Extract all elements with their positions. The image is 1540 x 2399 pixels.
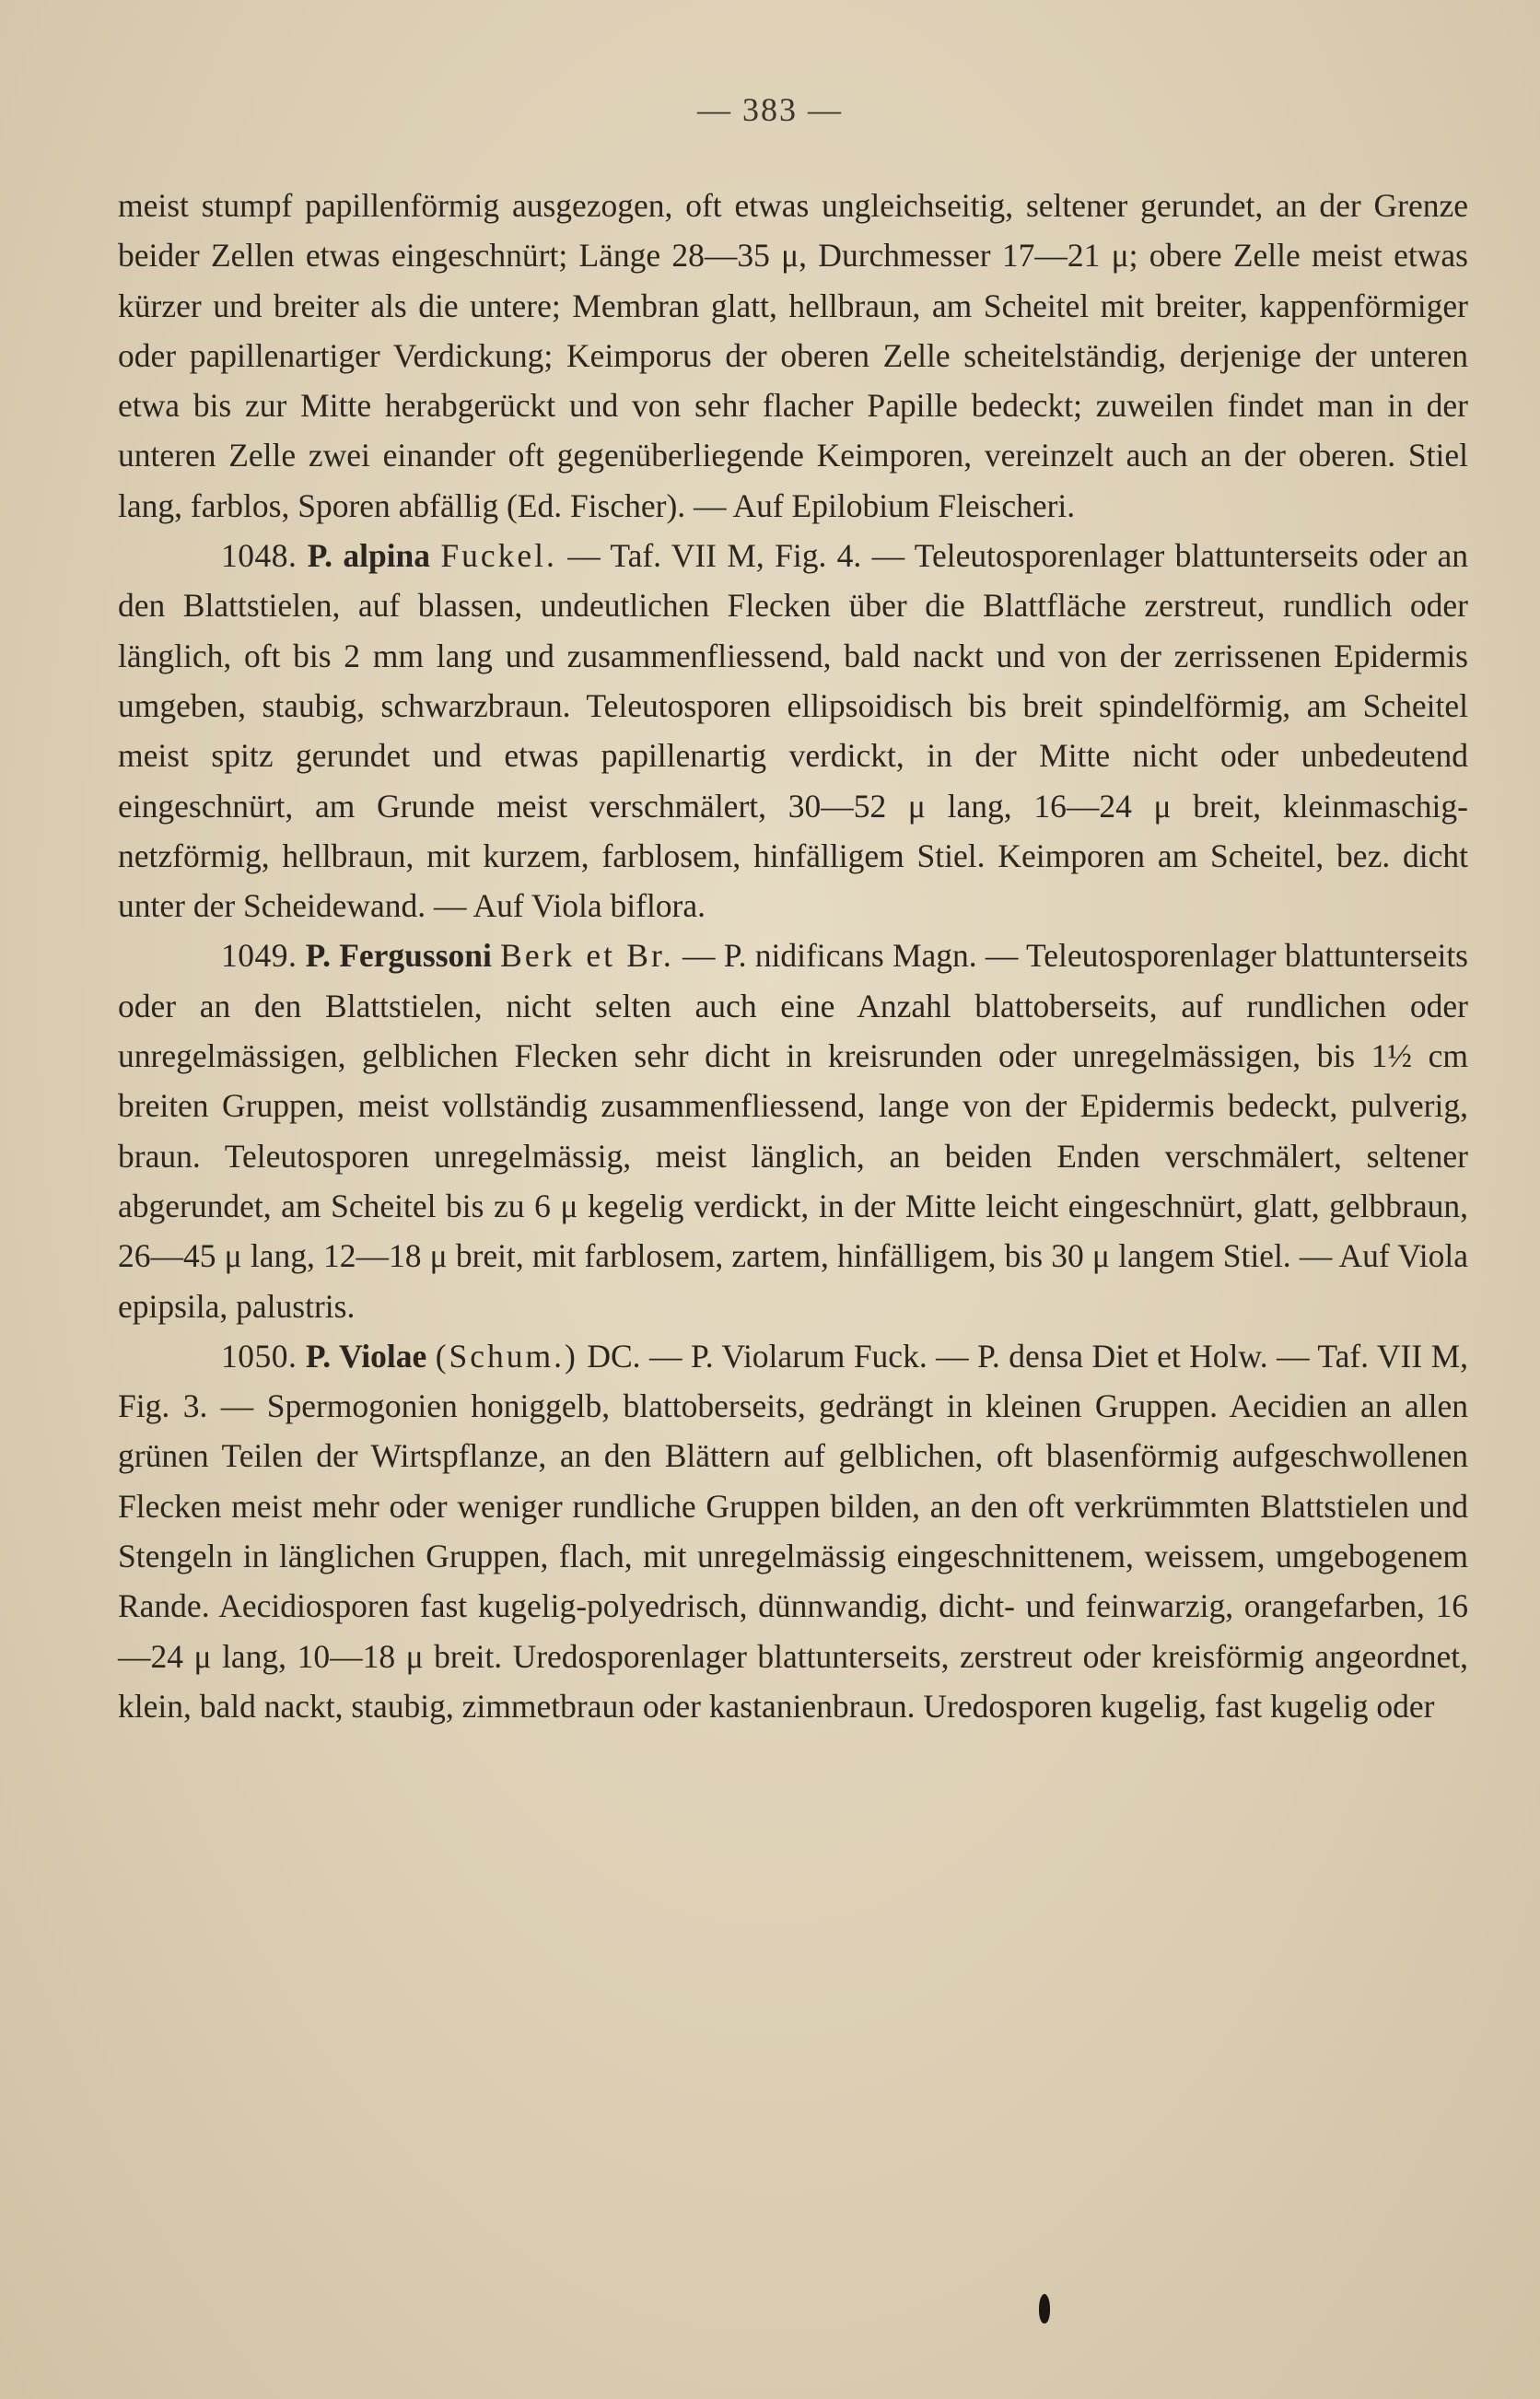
ink-mark (1039, 2294, 1050, 2323)
species-name: P. alpina (307, 537, 431, 575)
species-name: P. Violae (305, 1337, 427, 1375)
paragraph-text: — Taf. VII M, Fig. 4. — Teleutosporenlager blattunterseits oder an den Blattstielen, auf blassen, undeutlichen Flecken über die Blattfläche zerstreut, rundlich oder länglich, oft bis 2 mm lang und zusammenfliessend, bald nackt und von der zerrissenen Epidermis umgeben, staubig, schwarzbraun. Teleutosporen ellipsoidisch bis breit spindelförmig, am Scheitel meist spitz gerundet und etwas papillenartig verdickt, in der Mitte nicht oder unbedeutend eingeschnürt, am Grunde meist verschmälert, 30—52 μ lang, 16—24 μ breit, kleinmaschig-netzförmig, hellbraun, mit kurzem, farblosem, hinfälligem Stiel. Keimporen am Scheitel, bez. dicht unter der Scheidewand. — Auf Viola biflora. (118, 537, 1469, 925)
page-body (118, 181, 1468, 1731)
entry-number: 1049. (221, 937, 298, 975)
species-author: (Schum.) (435, 1337, 578, 1375)
page-number: — 383 — (697, 91, 843, 128)
species-name: P. Fergussoni (305, 937, 492, 975)
paragraph-text: DC. — P. Violarum Fuck. — P. densa Diet et Holw. — Taf. VII M, Fig. 3. — Spermogonien honiggelb, blattoberseits, gedrängt in kleinen Gruppen. Aecidien an allen grünen Teilen der Wirtspflanze, an den Blättern auf gelblichen, oft blasenförmig aufgeschwollenen Flecken meist mehr oder weniger rundliche Gruppen bilden, an den oft verkrümmten Blattstielen und Stengeln in länglichen Gruppen, flach, mit unregelmässig eingeschnittenem, weissem, umgebogenem Rande. Aecidiosporen fast kugelig-polyedrisch, dünnwandig, dicht- und feinwarzig, orangefarben, 16—24 μ lang, 10—18 μ breit. Uredosporenlager blattunterseits, zerstreut oder kreisförmig angeordnet, klein, bald nackt, staubig, zimmetbraun oder kastanienbraun. Uredosporen kugelig, fast kugelig oder (118, 1337, 1469, 1725)
paragraph-continuation (118, 181, 1468, 531)
paragraph-1048 (118, 531, 1468, 930)
entry-number: 1050. (221, 1337, 298, 1375)
paragraph-text: meist stumpf papillenförmig ausgezogen, oft etwas ungleichseitig, seltener gerundet, an der Grenze beider Zellen etwas eingeschnürt; Länge 28—35 μ, Durchmesser 17—21 μ; obere Zelle meist etwas kürzer und breiter als die untere; Membran glatt, hellbraun, am Scheitel mit breiter, kappenförmiger oder papillenartiger Verdickung; Keimporus der oberen Zelle scheitelständig, derjenige der unteren etwa bis zur Mitte herabgerückt und von sehr flacher Papille bedeckt; zuweilen findet man in der unteren Zelle zwei einander oft gegenüberliegende Keimporen, vereinzelt auch an der oberen. Stiel lang, farblos, Sporen abfällig (Ed. Fischer). — Auf Epilobium Fleischeri. (118, 187, 1468, 524)
paragraph-text: — P. nidificans Magn. — Teleutosporenlager blattunterseits oder an den Blattstielen, nicht selten auch eine Anzahl blattoberseits, auf rundlichen oder unregelmässigen, gelblichen Flecken sehr dicht in kreisrunden oder unregelmässigen, bis 1½ cm breiten Gruppen, meist vollständig zusammenfliessend, lange von der Epidermis bedeckt, pulverig, braun. Teleutosporen unregelmässig, meist länglich, an beiden Enden verschmälert, seltener abgerundet, am Scheitel bis zu 6 μ kegelig verdickt, in der Mitte leicht eingeschnürt, glatt, gelbbraun, 26—45 μ lang, 12—18 μ breit, mit farblosem, zartem, hinfälligem, bis 30 μ langem Stiel. — Auf Viola epipsila, palustris. (118, 937, 1469, 1325)
paragraph-1050 (118, 1331, 1468, 1731)
species-author: Fuckel. (440, 537, 557, 575)
entry-number: 1048. (221, 537, 298, 575)
paragraph-1049 (118, 930, 1468, 1330)
species-author: Berk et Br. (500, 937, 674, 975)
